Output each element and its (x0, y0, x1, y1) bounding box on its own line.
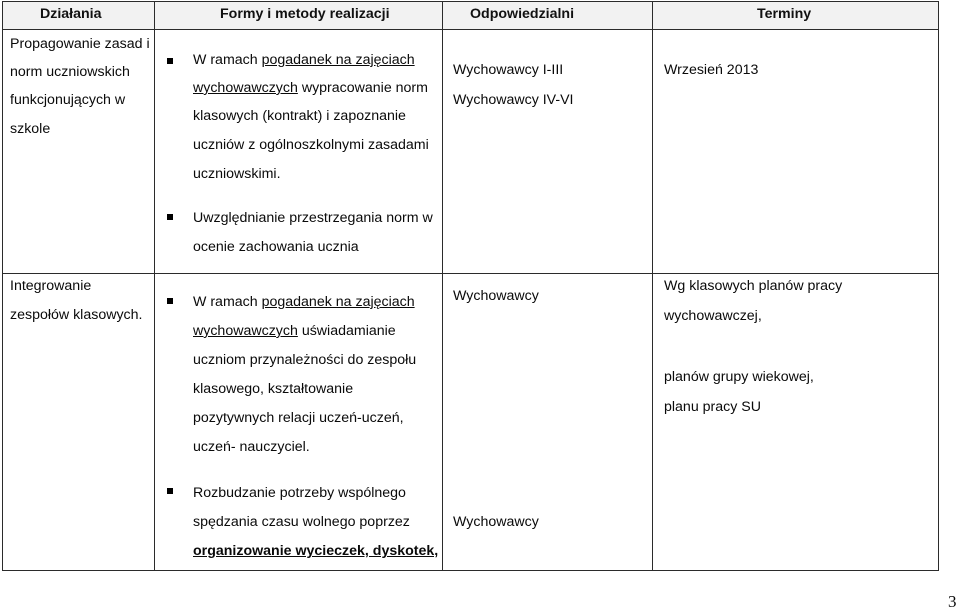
bullet-icon (167, 58, 173, 64)
bullet-icon (167, 488, 173, 494)
row2-action-line: zespołów klasowych. (10, 307, 143, 323)
bullet-icon (167, 298, 173, 304)
row2-item2-line1: Rozbudzanie potrzeby wspólnego (193, 485, 406, 501)
row2-responsible-2: Wychowawcy (453, 514, 539, 530)
bullet-icon (167, 214, 173, 220)
row2-term-line: Wg klasowych planów pracy (664, 278, 843, 294)
row1-term: Wrzesień 2013 (664, 62, 759, 78)
row2-item2-line2: spędzania czasu wolnego poprzez (193, 514, 410, 530)
row2-item1-line4: klasowego, kształtowanie (193, 381, 354, 397)
row2-item1-line1 (193, 294, 415, 310)
table-header-divider (2, 29, 939, 30)
table-border-top (2, 1, 939, 2)
table-border-right (938, 1, 939, 571)
header-odpowiedzialni: Odpowiedzialni (470, 6, 575, 22)
header-formy-metody: Formy i metody realizacji (220, 6, 390, 22)
table-column-divider-1 (154, 1, 155, 571)
row2-term-line: planu pracy SU (664, 399, 761, 415)
row2-item1-line3: uczniom przynależności do zespołu (193, 352, 417, 368)
row2-item1-line5: pozytywnych relacji uczeń-uczeń, (193, 410, 404, 426)
row1-item1-text: W ramach (193, 52, 262, 68)
row1-item1-line5: uczniowskimi. (193, 166, 281, 182)
row1-item1-line1 (193, 52, 415, 68)
row2-term-line: planów grupy wiekowej, (664, 369, 814, 385)
row1-responsible-line: Wychowawcy IV-VI (453, 92, 574, 108)
row1-item1-text: wypracowanie norm (297, 80, 428, 96)
row1-action-line: Propagowanie zasad i (10, 36, 150, 52)
row2-item1-text: uświadamianie (297, 323, 396, 339)
row1-responsible-line: Wychowawcy I-III (453, 62, 564, 78)
table-row-divider (2, 273, 939, 274)
row1-item1-line2 (193, 80, 428, 96)
page-number: 3 (948, 592, 957, 611)
row2-item2-line3: organizowanie wycieczek, dyskotek, (193, 543, 439, 559)
row2-term-line: wychowawczej, (664, 308, 762, 324)
header-dzialania: Działania (40, 6, 102, 22)
header-terminy: Terminy (757, 6, 812, 22)
table-border-left (2, 1, 3, 571)
row2-responsible-1: Wychowawcy (453, 288, 539, 304)
row2-item1-line2 (193, 323, 396, 339)
row1-action-line: norm uczniowskich (10, 64, 130, 80)
row1-item2-line1: Uwzględnianie przestrzegania norm w (193, 210, 433, 226)
table-column-divider-3 (652, 1, 653, 571)
row1-action-line: funkcjonujących w (10, 92, 126, 108)
row1-item1-underlined: wychowawczych (193, 80, 298, 96)
table-column-divider-2 (442, 1, 443, 571)
row2-item1-line6: uczeń- nauczyciel. (193, 439, 310, 455)
row1-item2-line2: ocenie zachowania ucznia (193, 239, 359, 255)
table-border-bottom (2, 570, 939, 571)
row1-item1-line4: uczniów z ogólnoszkolnymi zasadami (193, 137, 429, 153)
row2-action-line: Integrowanie (10, 278, 92, 294)
row1-item1-underlined: pogadanek na zajęciach (261, 52, 415, 68)
row1-action-line: szkole (10, 121, 51, 137)
row2-item1-underlined: pogadanek na zajęciach (261, 294, 415, 310)
row1-item1-line3: klasowych (kontrakt) i zapoznanie (193, 108, 406, 124)
row2-item1-text: W ramach (193, 294, 262, 310)
row2-item1-underlined: wychowawczych (193, 323, 298, 339)
